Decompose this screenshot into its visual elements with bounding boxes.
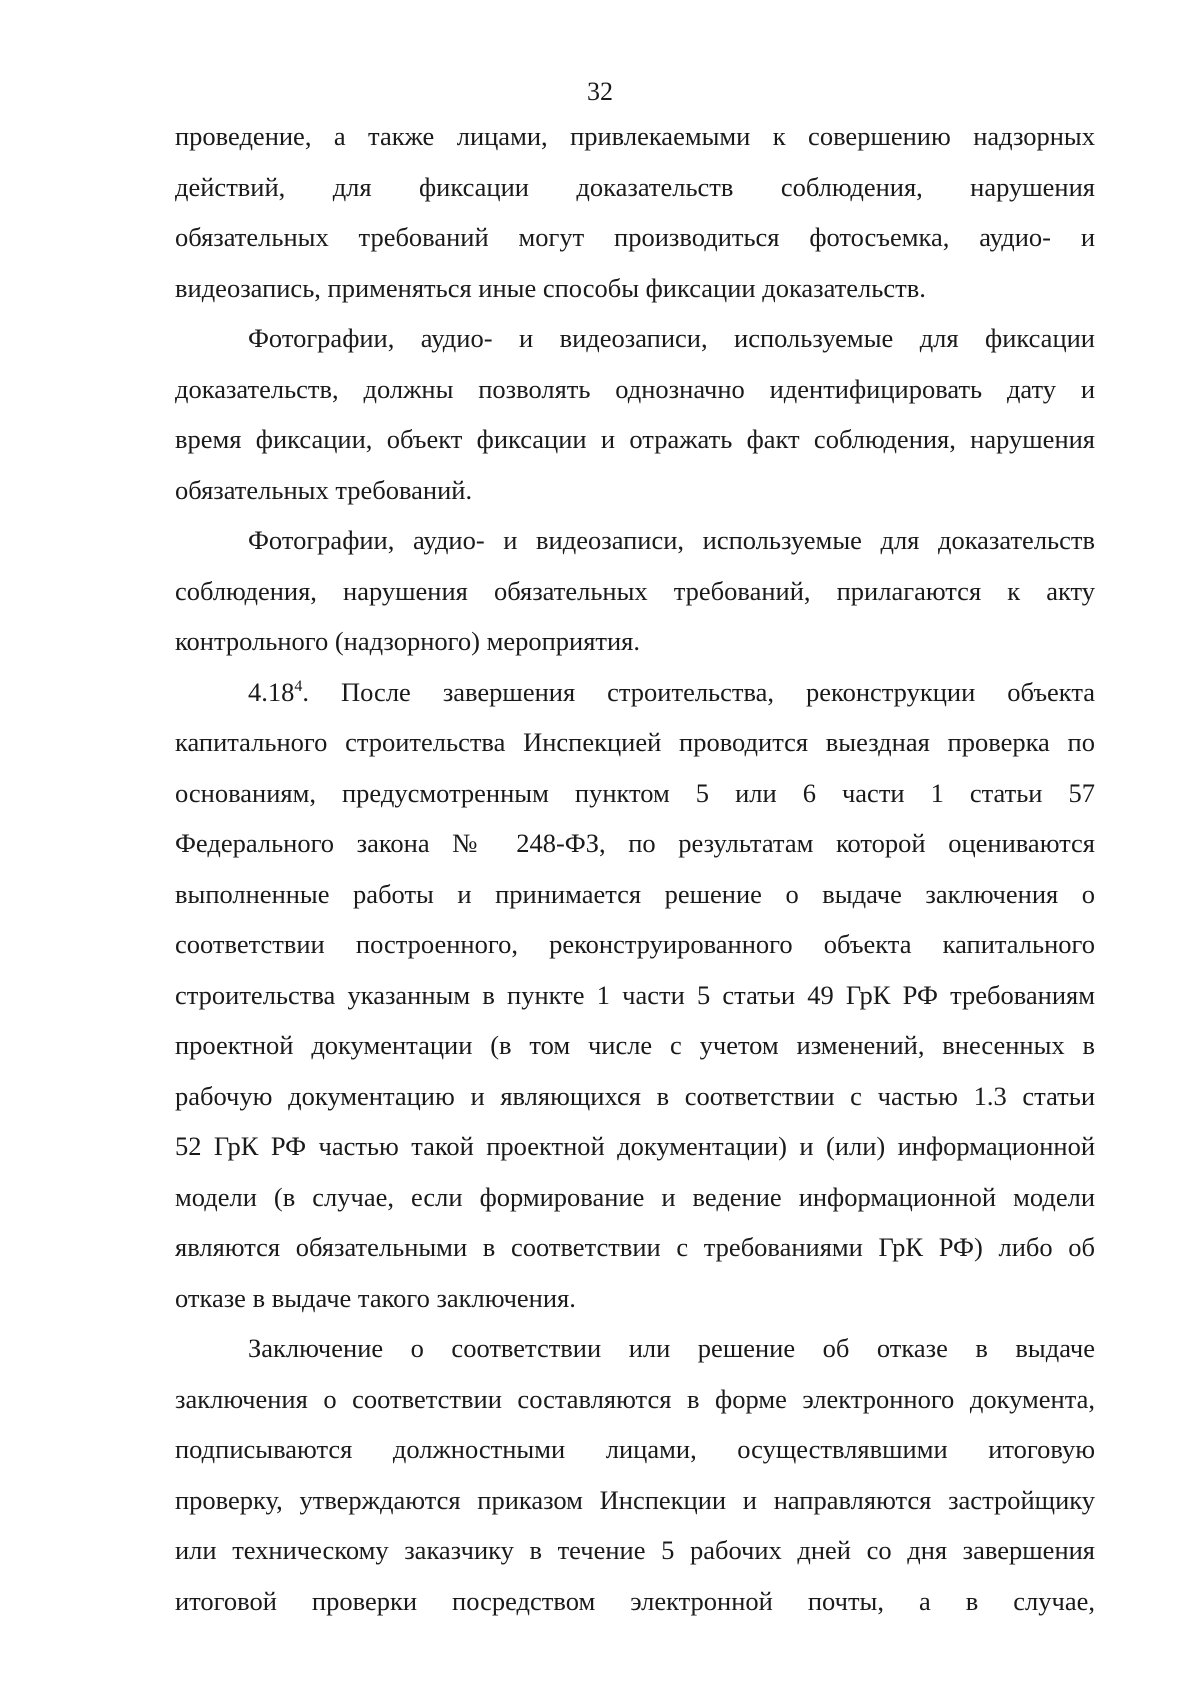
text-line: обязательных требований могут производиться фотосъемка, аудио- и	[175, 222, 1095, 252]
text-line: проектной документации (в том числе с учетом изменений, внесенных в	[175, 1030, 1095, 1060]
text-line: контрольного (надзорного) мероприятия.	[175, 626, 640, 656]
page-number: 32	[587, 77, 613, 106]
text-line: проведение, а также лицами, привлекаемыми к совершению надзорных	[175, 121, 1095, 151]
text-line: отказе в выдаче такого заключения.	[175, 1282, 576, 1313]
paragraph	[175, 313, 1095, 515]
document-body	[175, 111, 1095, 1626]
text-line: обязательных требований.	[175, 474, 473, 505]
text-line: 4.18$^4$. После завершения строительства, реконструкции объекта	[248, 676, 1095, 707]
text-line: Заключение о соответствии или решение об отказе в выдаче	[248, 1333, 1095, 1363]
text-line: Фотографии, аудио- и видеозаписи, используемые для доказательств	[248, 525, 1095, 555]
clause-number: 4.18$^4$	[248, 676, 303, 707]
text-line: время фиксации, объект фиксации и отражать факт соблюдения, нарушения	[175, 424, 1095, 454]
text-line: доказательств, должны позволять однозначно идентифицировать дату и	[175, 373, 1095, 404]
text-line: или техническому заказчику в течение 5 рабочих дней со дня завершения	[175, 1535, 1095, 1565]
text-line: модели (в случае, если формирование и ведение информационной модели	[175, 1181, 1095, 1212]
paragraph	[175, 1323, 1095, 1626]
text-line: проверку, утверждаются приказом Инспекции и направляются застройщику	[175, 1484, 1095, 1515]
text-line: Федерального закона № 248-ФЗ, по результатам которой оцениваются	[175, 828, 1095, 858]
text-line: итоговой проверки посредством электронной почты, а в случае,	[175, 1585, 1095, 1616]
text-line: выполненные работы и принимается решение о выдаче заключения о	[175, 878, 1095, 909]
paragraph	[175, 667, 1095, 1324]
text-line: строительства указанным в пункте 1 части 5 статьи 49 ГрК РФ требованиям	[175, 979, 1095, 1010]
text-line: действий, для фиксации доказательств соблюдения, нарушения	[175, 171, 1095, 202]
text-line: рабочую документацию и являющихся в соответствии с частью 1.3 статьи	[175, 1080, 1095, 1111]
text-line: видеозапись, применяться иные способы фиксации доказательств.	[175, 272, 926, 303]
text-line: Фотографии, аудио- и видеозаписи, используемые для фиксации	[248, 323, 1095, 353]
text-line: капитального строительства Инспекцией проводится выездная проверка по	[175, 727, 1095, 757]
text-line: соблюдения, нарушения обязательных требований, прилагаются к акту	[175, 575, 1095, 606]
text-line: подписываются должностными лицами, осуществлявшими итоговую	[175, 1434, 1095, 1464]
clause-superscript: 4	[294, 677, 303, 695]
text-line: являются обязательными в соответствии с требованиями ГрК РФ) либо об	[175, 1232, 1095, 1262]
paragraph	[175, 111, 1095, 313]
text-line: заключения о соответствии составляются в форме электронного документа,	[175, 1383, 1095, 1414]
text-line: соответствии построенного, реконструированного объекта капитального	[175, 929, 1095, 959]
text-line: основаниям, предусмотренным пунктом 5 или 6 части 1 статьи 57	[175, 777, 1095, 808]
paragraph	[175, 515, 1095, 667]
text-line: 52 ГрК РФ частью такой проектной документации) и (или) информационной	[175, 1131, 1095, 1161]
